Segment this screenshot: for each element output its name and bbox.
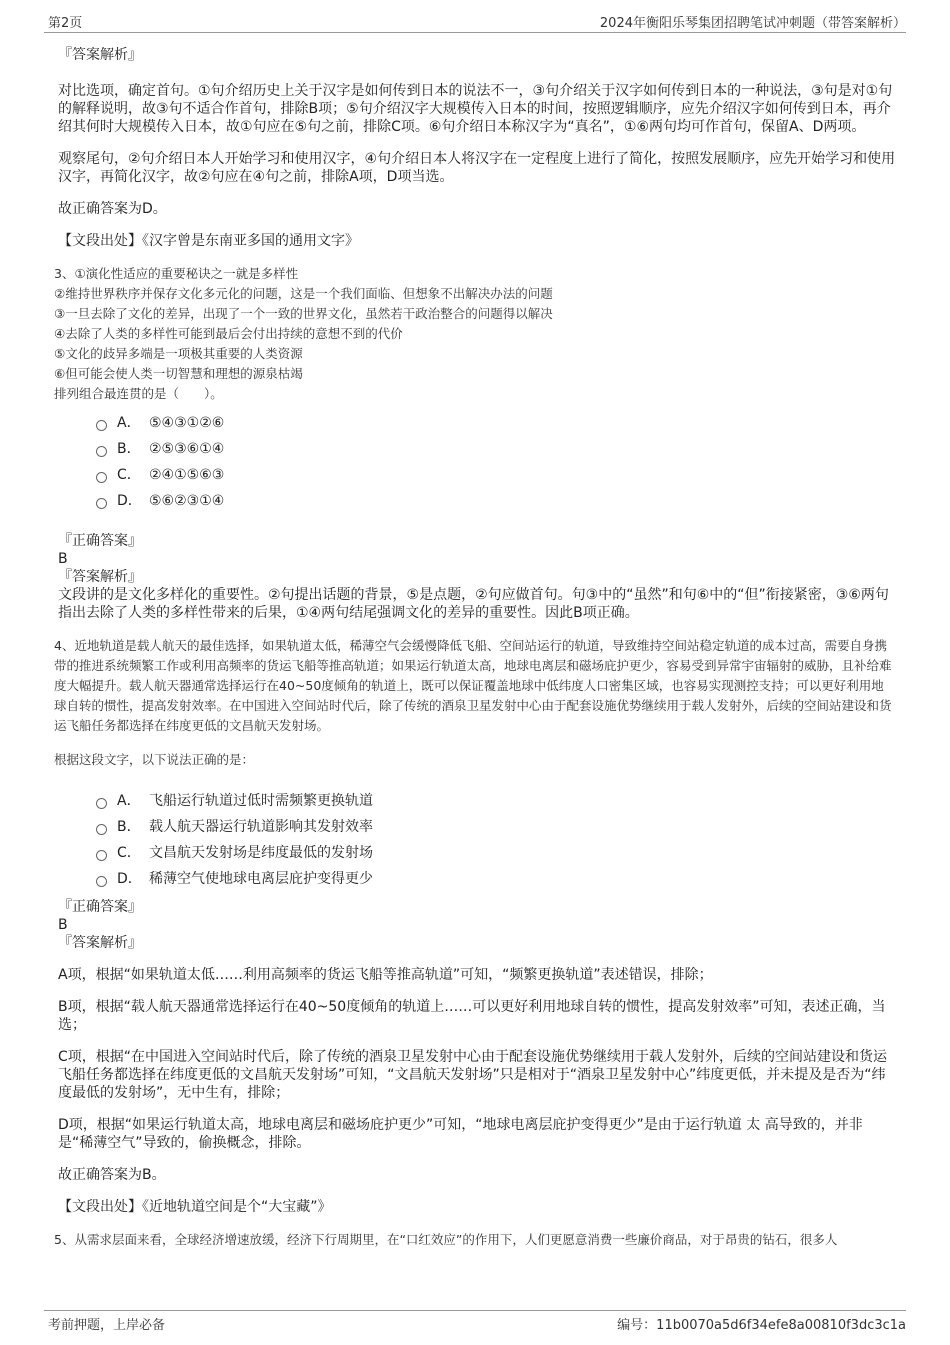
option-letter: C．: [117, 845, 141, 861]
option-text: 稀薄空气使地球电离层庇护变得更少: [149, 871, 373, 887]
radio-icon[interactable]: [96, 824, 107, 835]
radio-icon[interactable]: [96, 876, 107, 887]
document-id: 编号：11b0070a5d6f34efe8a00810f3dc3c1a: [617, 1318, 906, 1333]
option-text: 飞船运行轨道过低时需频繁更换轨道: [149, 793, 373, 809]
q2-analysis-label: 『答案解析』: [58, 47, 142, 63]
option-letter: A．: [117, 415, 141, 431]
option-text: ②⑤③⑥①④: [149, 441, 225, 457]
q4-answer-label: 『正确答案』: [58, 899, 142, 915]
q3-stem-line: ④去除了人类的多样性可能到最后会付出持续的意想不到的代价: [54, 326, 403, 341]
radio-icon[interactable]: [96, 472, 107, 483]
option-letter: A．: [117, 793, 141, 809]
q3-answer: B: [58, 551, 68, 567]
q3-stem-line: ⑤文化的歧异多端是一项极其重要的人类资源: [54, 346, 303, 361]
radio-icon[interactable]: [96, 850, 107, 861]
q4-analysis-d: D项，根据“如果运行轨道太高，地球电离层和磁场庇护更少”可知，“地球电离层庇护变得更少”是由于运行轨道 太 高导致的，并非是“稀薄空气”导致的，偷换概念，排除。: [58, 1117, 863, 1151]
option-text: ⑤⑥②③①④: [149, 493, 225, 509]
q2-analysis-paragraph-2: 观察尾句，②句介绍日本人开始学习和使用汉字，④句介绍日本人将汉字在一定程度上进行了简化，按照发展顺序，应先开始学习和使用汉字，再简化汉字，故②句应在④句之前，排除A项，D项当选。: [58, 151, 896, 185]
option-letter: B．: [117, 819, 141, 835]
q3-option-d[interactable]: [96, 488, 896, 514]
q3-analysis: 文段讲的是文化多样化的重要性。②句提出话题的背景，⑤是点题，②句应做首句。句③中的“虽然”和句⑥中的“但”衔接紧密，③⑥两句指出去除了人类的多样性带来的后果，①④两句结尾强调文化的差异的重要性。因此B项正确。: [58, 587, 889, 621]
q4-source: 【文段出处】《近地轨道空间是个“大宝藏”》: [58, 1199, 332, 1215]
option-text: ⑤④③①②⑥: [149, 415, 225, 431]
option-text: 文昌航天发射场是纬度最低的发射场: [149, 845, 373, 861]
q2-conclusion: 故正确答案为D。: [58, 201, 167, 217]
q3-stem-line: ③一旦去除了文化的差异，出现了一个一致的世界文化，虽然若干政治整合的问题得以解决: [54, 306, 553, 321]
document-body: [54, 46, 896, 1250]
q3-analysis-label: 『答案解析』: [58, 569, 142, 585]
question-3: [54, 264, 896, 404]
q4-option-b[interactable]: [96, 814, 896, 840]
q3-stem-line: 排列组合最连贯的是（ ）。: [54, 386, 223, 401]
q4-options: [58, 788, 896, 892]
header-divider: [44, 32, 906, 33]
q2-source: 【文段出处】《汉字曾是东南亚多国的通用文字》: [58, 233, 359, 249]
option-letter: C．: [117, 467, 141, 483]
q3-answer-label: 『正确答案』: [58, 533, 142, 549]
q4-option-c[interactable]: [96, 840, 896, 866]
q5-stem-start: 5、从需求层面来看，全球经济增速放缓，经济下行周期里，在“口红效应”的作用下，人们更愿意消费一些廉价商品，对于昂贵的钻石，很多人: [54, 1232, 838, 1247]
q3-option-c[interactable]: [96, 462, 896, 488]
page-number: 第2页: [48, 16, 83, 31]
option-text: 载人航天器运行轨道影响其发射效率: [149, 819, 373, 835]
q3-option-b[interactable]: [96, 436, 896, 462]
radio-icon[interactable]: [96, 798, 107, 809]
q3-option-a[interactable]: [96, 410, 896, 436]
option-letter: D．: [117, 493, 142, 509]
q4-analysis-label: 『答案解析』: [58, 935, 142, 951]
option-letter: B．: [117, 441, 141, 457]
q3-stem-line: 3、①演化性适应的重要秘诀之一就是多样性: [54, 266, 299, 281]
radio-icon[interactable]: [96, 498, 107, 509]
q3-stem-line: ②维持世界秩序并保存文化多元化的问题，这是一个我们面临、但想象不出解决办法的问题: [54, 286, 553, 301]
radio-icon[interactable]: [96, 420, 107, 431]
q4-analysis-c: C项，根据“在中国进入空间站时代后，除了传统的酒泉卫星发射中心由于配套设施优势继续用于载人发射外，后续的空间站建设和货运飞船任务都选择在纬度更低的文昌航天发射场”可知，“文昌航天发射场”只是相对于“酒泉卫星发射中心”纬度更低，并未提及是否为“纬度最低的发射场”，无中生有，排除；: [58, 1049, 888, 1101]
radio-icon[interactable]: [96, 446, 107, 457]
q4-conclusion: 故正确答案为B。: [58, 1167, 166, 1183]
q3-options: [58, 410, 896, 514]
footer-divider: [44, 1310, 906, 1311]
option-text: ②④①⑤⑥③: [149, 467, 225, 483]
q4-answer: B: [58, 917, 68, 933]
q4-stem: 4、近地轨道是载人航天的最佳选择，如果轨道太低，稀薄空气会缓慢降低飞船、空间站运行的轨道，导致维持空间站稳定轨道的成本过高，需要自身携带的推进系统频繁工作或利用高频率的货运飞船等推高轨道；如果运行轨道太高，地球电离层和磁场庇护更少，容易受到异常宇宙辐射的威胁，且补给难度大幅提升。载人航天器通常选择运行在40~50度倾角的轨道上，既可以保证覆盖地球中低纬度人口密集区域，也容易实现测控支持；可以更好利用地球自转的惯性，提高发射效率。在中国进入空间站时代后，除了传统的酒泉卫星发射中心由于配套设施优势继续用于载人发射外，后续的空间站建设和货运飞船任务都选择在纬度更低的文昌航天发射场。: [54, 638, 892, 733]
q4-option-a[interactable]: [96, 788, 896, 814]
option-letter: D．: [117, 871, 142, 887]
page-header: [48, 12, 906, 30]
q4-analysis-a: A项，根据“如果轨道太低……利用高频率的货运飞船等推高轨道”可知，“频繁更换轨道”表述错误，排除；: [58, 967, 713, 983]
document-title: 2024年衡阳乐琴集团招聘笔试冲刺题（带答案解析）: [599, 16, 906, 31]
q4-question: 根据这段文字，以下说法正确的是：: [54, 752, 255, 767]
footer-slogan: 考前押题，上岸必备: [48, 1318, 166, 1333]
q2-analysis-paragraph-1: 对比选项，确定首句。①句介绍历史上关于汉字是如何传到日本的说法不一，③句介绍关于汉字如何传到日本的一种说法，③句是对①句的解释说明，故③句不适合作首句，排除B项；⑤句介绍汉字大规模传入日本的时间，按照逻辑顺序，应先介绍汉字如何传到日本，再介绍其何时大规模传入日本，故①句应在⑤句之前，排除C项。⑥句介绍日本称汉字为“真名”，①⑥两句均可作首句，保留A、D两项。: [58, 83, 893, 135]
q4-option-d[interactable]: [96, 866, 896, 892]
q3-stem-line: ⑥但可能会使人类一切智慧和理想的源泉枯竭: [54, 366, 303, 381]
q4-analysis-b: B项，根据“载人航天器通常选择运行在40~50度倾角的轨道上……可以更好利用地球自转的惯性，提高发射效率”可知，表述正确，当选；: [58, 999, 886, 1033]
